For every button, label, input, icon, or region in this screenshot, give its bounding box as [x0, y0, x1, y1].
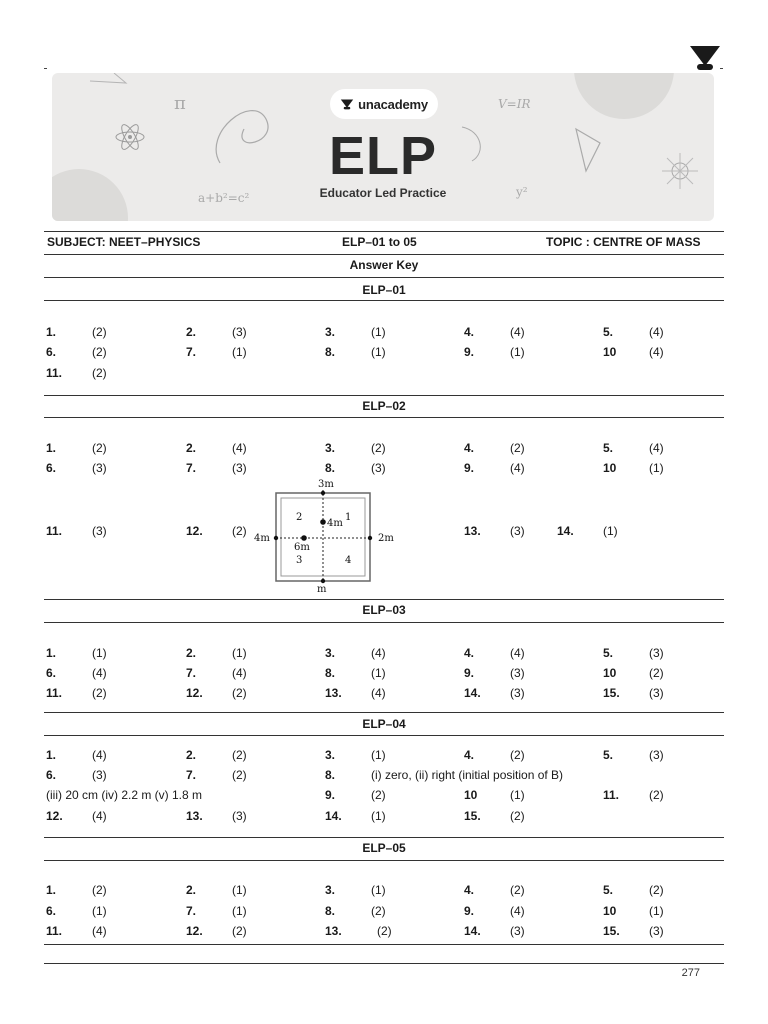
q-answer: (3) — [510, 686, 525, 700]
divider — [44, 300, 724, 301]
elp-banner — [52, 73, 714, 221]
q-number: 14. — [325, 809, 342, 823]
q-answer: (2) — [92, 686, 107, 700]
q-answer-continuation: (iii) 20 cm (iv) 2.2 m (v) 1.8 m — [46, 788, 203, 802]
q-answer: (4) — [92, 809, 107, 823]
q-number: 12. — [46, 809, 63, 823]
q-answer: (2) — [232, 768, 247, 782]
q-number: 10 — [603, 666, 617, 680]
diagram-label-center-left: 6m — [294, 542, 310, 553]
q-answer: (4) — [649, 441, 664, 455]
q-number: 9. — [325, 788, 336, 802]
q-number: 5. — [603, 883, 614, 897]
answer-row — [0, 686, 768, 704]
page-number: 277 — [681, 967, 700, 979]
q-number: 15. — [464, 809, 481, 823]
q-number: 11. — [46, 686, 63, 700]
q-number: 1. — [46, 441, 57, 455]
q-number: 2. — [186, 748, 197, 762]
brand-name: unacademy — [358, 96, 428, 112]
q-answer: (2) — [510, 883, 525, 897]
answer-row — [0, 883, 768, 901]
q-number: 15. — [603, 924, 620, 938]
doodle-y-squared: y² — [516, 185, 528, 199]
q-number: 3. — [325, 441, 336, 455]
divider — [44, 735, 724, 736]
divider — [44, 417, 724, 418]
quadrant-label: 4 — [345, 555, 352, 566]
q-number: 13. — [186, 809, 203, 823]
section-title-elp-05: ELP–05 — [362, 841, 406, 855]
q-answer: (4) — [92, 924, 107, 938]
q-answer-long: (i) zero, (ii) right (initial position of B) — [371, 768, 564, 782]
q-number: 9. — [464, 666, 475, 680]
q-answer: (3) — [371, 461, 386, 475]
q-answer: (3) — [92, 461, 107, 475]
q-number: 12. — [186, 686, 203, 700]
q-answer: (1) — [232, 646, 247, 660]
q-number: 3. — [325, 325, 336, 339]
q-answer: (2) — [649, 666, 664, 680]
brand-logo-pill — [330, 89, 438, 119]
q-number: 13. — [325, 686, 342, 700]
q-answer: (2) — [232, 748, 247, 762]
q-answer: (2) — [377, 924, 392, 938]
q-answer: (2) — [232, 686, 247, 700]
q-number: 1. — [46, 748, 57, 762]
q-number: 10 — [603, 904, 617, 918]
divider — [44, 599, 724, 600]
q-answer: (3) — [232, 461, 247, 475]
q-answer: (4) — [649, 345, 664, 359]
q-answer: (1) — [371, 748, 386, 762]
q-answer: (1) — [371, 809, 386, 823]
q-number: 2. — [186, 441, 197, 455]
q-answer: (2) — [510, 441, 525, 455]
q-number: 14. — [464, 686, 481, 700]
q-answer: (2) — [371, 788, 386, 802]
q-number: 2. — [186, 883, 197, 897]
q-answer: (1) — [510, 788, 525, 802]
q-number: 12. — [186, 924, 203, 938]
q-answer: (3) — [232, 325, 247, 339]
elp-range-label: ELP–01 to 05 — [342, 235, 417, 249]
q-answer: (3) — [649, 748, 664, 762]
q-number: 5. — [603, 325, 614, 339]
section-title-elp-01: ELP–01 — [362, 283, 406, 297]
mass-distribution-diagram — [252, 478, 400, 596]
q-number: 14. — [557, 524, 574, 538]
q-number: 1. — [46, 883, 57, 897]
banner-subtitle: Educator Led Practice — [319, 186, 447, 200]
q-number: 6. — [46, 461, 57, 475]
q-answer: (1) — [649, 461, 664, 475]
q-number: 4. — [464, 748, 475, 762]
q-answer: (3) — [649, 924, 664, 938]
answer-row — [0, 345, 768, 363]
answer-row — [0, 461, 768, 479]
q-number: 7. — [186, 461, 197, 475]
q-answer: (2) — [232, 524, 247, 538]
q-number: 4. — [464, 646, 475, 660]
diagram-label-top: 3m — [318, 479, 334, 490]
margin-mark — [720, 68, 723, 69]
q-number: 8. — [325, 345, 336, 359]
answer-row — [0, 768, 768, 786]
q-number: 12. — [186, 524, 203, 538]
q-number: 7. — [186, 666, 197, 680]
unacademy-corner-logo-icon — [688, 44, 722, 70]
q-number: 3. — [325, 748, 336, 762]
q-answer: (4) — [649, 325, 664, 339]
q-answer: (1) — [371, 883, 386, 897]
q-number: 8. — [325, 904, 336, 918]
q-answer: (1) — [603, 524, 618, 538]
q-answer: (2) — [92, 366, 107, 380]
subject-label: SUBJECT: NEET–PHYSICS — [47, 235, 201, 249]
answer-row — [0, 441, 768, 459]
q-number: 7. — [186, 345, 197, 359]
q-answer: (4) — [371, 646, 386, 660]
q-number: 4. — [464, 441, 475, 455]
divider — [44, 231, 724, 232]
mass-point-center-top — [320, 519, 326, 525]
q-number: 9. — [464, 904, 475, 918]
answer-row — [0, 904, 768, 922]
q-number: 2. — [186, 646, 197, 660]
q-answer: (4) — [510, 461, 525, 475]
banner-title: ELP — [328, 126, 438, 186]
divider — [44, 712, 724, 713]
q-number: 11. — [46, 924, 63, 938]
mass-point-center-left — [301, 535, 307, 541]
q-answer: (3) — [92, 768, 107, 782]
q-answer: (1) — [649, 904, 664, 918]
q-answer: (1) — [232, 345, 247, 359]
mass-point-bottom — [321, 579, 325, 583]
q-number: 15. — [603, 686, 620, 700]
divider — [44, 254, 724, 255]
q-answer: (2) — [649, 883, 664, 897]
divider — [44, 395, 724, 396]
diagram-label-right: 2m — [378, 533, 394, 544]
q-answer: (2) — [510, 809, 525, 823]
answer-row — [0, 646, 768, 664]
q-answer: (3) — [92, 524, 107, 538]
q-number: 11. — [603, 788, 620, 802]
q-answer: (1) — [510, 345, 525, 359]
q-answer: (3) — [510, 524, 525, 538]
q-answer: (4) — [510, 325, 525, 339]
q-number: 6. — [46, 768, 57, 782]
q-number: 7. — [186, 904, 197, 918]
answer-key-title: Answer Key — [349, 258, 419, 272]
q-number: 9. — [464, 345, 475, 359]
q-answer: (2) — [92, 345, 107, 359]
q-number: 13. — [325, 924, 342, 938]
q-number: 10 — [603, 345, 617, 359]
divider — [44, 837, 724, 838]
divider — [44, 860, 724, 861]
mass-point-top — [321, 491, 325, 495]
q-number: 14. — [464, 924, 481, 938]
section-title-elp-03: ELP–03 — [362, 603, 406, 617]
q-number: 8. — [325, 461, 336, 475]
q-answer: (1) — [92, 646, 107, 660]
section-title-elp-02: ELP–02 — [362, 399, 406, 413]
q-number: 9. — [464, 461, 475, 475]
footer-divider — [44, 963, 724, 964]
q-number: 5. — [603, 646, 614, 660]
q-number: 5. — [603, 441, 614, 455]
q-answer: (2) — [92, 441, 107, 455]
q-number: 10 — [464, 788, 478, 802]
doodle-ohms-law: V=IR — [498, 97, 531, 111]
q-answer: (3) — [649, 646, 664, 660]
q-answer: (1) — [92, 904, 107, 918]
doodle-pi: π — [174, 93, 186, 114]
q-answer: (4) — [92, 666, 107, 680]
quadrant-label: 2 — [296, 512, 303, 523]
answer-row — [0, 809, 768, 827]
section-title-elp-04: ELP–04 — [362, 717, 406, 731]
q-answer: (3) — [232, 809, 247, 823]
q-number: 1. — [46, 646, 57, 660]
q-answer: (2) — [371, 904, 386, 918]
divider — [44, 622, 724, 623]
q-number: 6. — [46, 904, 57, 918]
q-answer: (2) — [92, 325, 107, 339]
diagram-label-center-top: 4m — [327, 518, 343, 529]
mass-point-right — [368, 536, 372, 540]
q-number: 3. — [325, 883, 336, 897]
q-answer: (2) — [649, 788, 664, 802]
q-answer: (4) — [510, 904, 525, 918]
q-answer: (1) — [371, 325, 386, 339]
q-number: 5. — [603, 748, 614, 762]
q-number: 8. — [325, 768, 336, 782]
q-answer: (4) — [371, 686, 386, 700]
q-answer: (1) — [371, 345, 386, 359]
divider — [44, 277, 724, 278]
doodle-pythagoras: a+b²=c² — [198, 191, 250, 205]
q-number: 11. — [46, 366, 63, 380]
q-answer: (2) — [92, 883, 107, 897]
q-number: 4. — [464, 325, 475, 339]
q-number: 6. — [46, 666, 57, 680]
q-answer: (4) — [232, 441, 247, 455]
mass-point-left — [274, 536, 278, 540]
answer-row — [0, 325, 768, 343]
answer-row — [0, 924, 768, 942]
q-answer: (1) — [232, 904, 247, 918]
divider — [44, 944, 724, 945]
quadrant-label: 3 — [296, 555, 303, 566]
q-answer: (3) — [510, 666, 525, 680]
answer-row — [0, 666, 768, 684]
answer-row — [0, 748, 768, 766]
q-number: 10 — [603, 461, 617, 475]
q-answer: (2) — [510, 748, 525, 762]
q-number: 11. — [46, 524, 63, 538]
answer-row — [0, 366, 768, 384]
q-answer: (4) — [510, 646, 525, 660]
q-number: 7. — [186, 768, 197, 782]
quadrant-label: 1 — [345, 512, 352, 523]
q-answer: (1) — [232, 883, 247, 897]
q-number: 6. — [46, 345, 57, 359]
q-number: 2. — [186, 325, 197, 339]
q-number: 1. — [46, 325, 57, 339]
q-answer: (2) — [371, 441, 386, 455]
unacademy-logo-icon — [340, 98, 354, 110]
diagram-label-left: 4m — [254, 533, 270, 544]
q-answer: (4) — [232, 666, 247, 680]
diagram-label-bottom: m — [317, 584, 327, 595]
q-answer: (4) — [92, 748, 107, 762]
topic-label: TOPIC : CENTRE OF MASS — [546, 235, 701, 249]
q-answer: (2) — [232, 924, 247, 938]
q-number: 4. — [464, 883, 475, 897]
answer-row — [0, 788, 768, 806]
q-answer: (3) — [649, 686, 664, 700]
q-number: 8. — [325, 666, 336, 680]
q-answer: (3) — [510, 924, 525, 938]
margin-mark — [44, 68, 47, 69]
q-number: 13. — [464, 524, 481, 538]
q-number: 3. — [325, 646, 336, 660]
q-answer: (1) — [371, 666, 386, 680]
